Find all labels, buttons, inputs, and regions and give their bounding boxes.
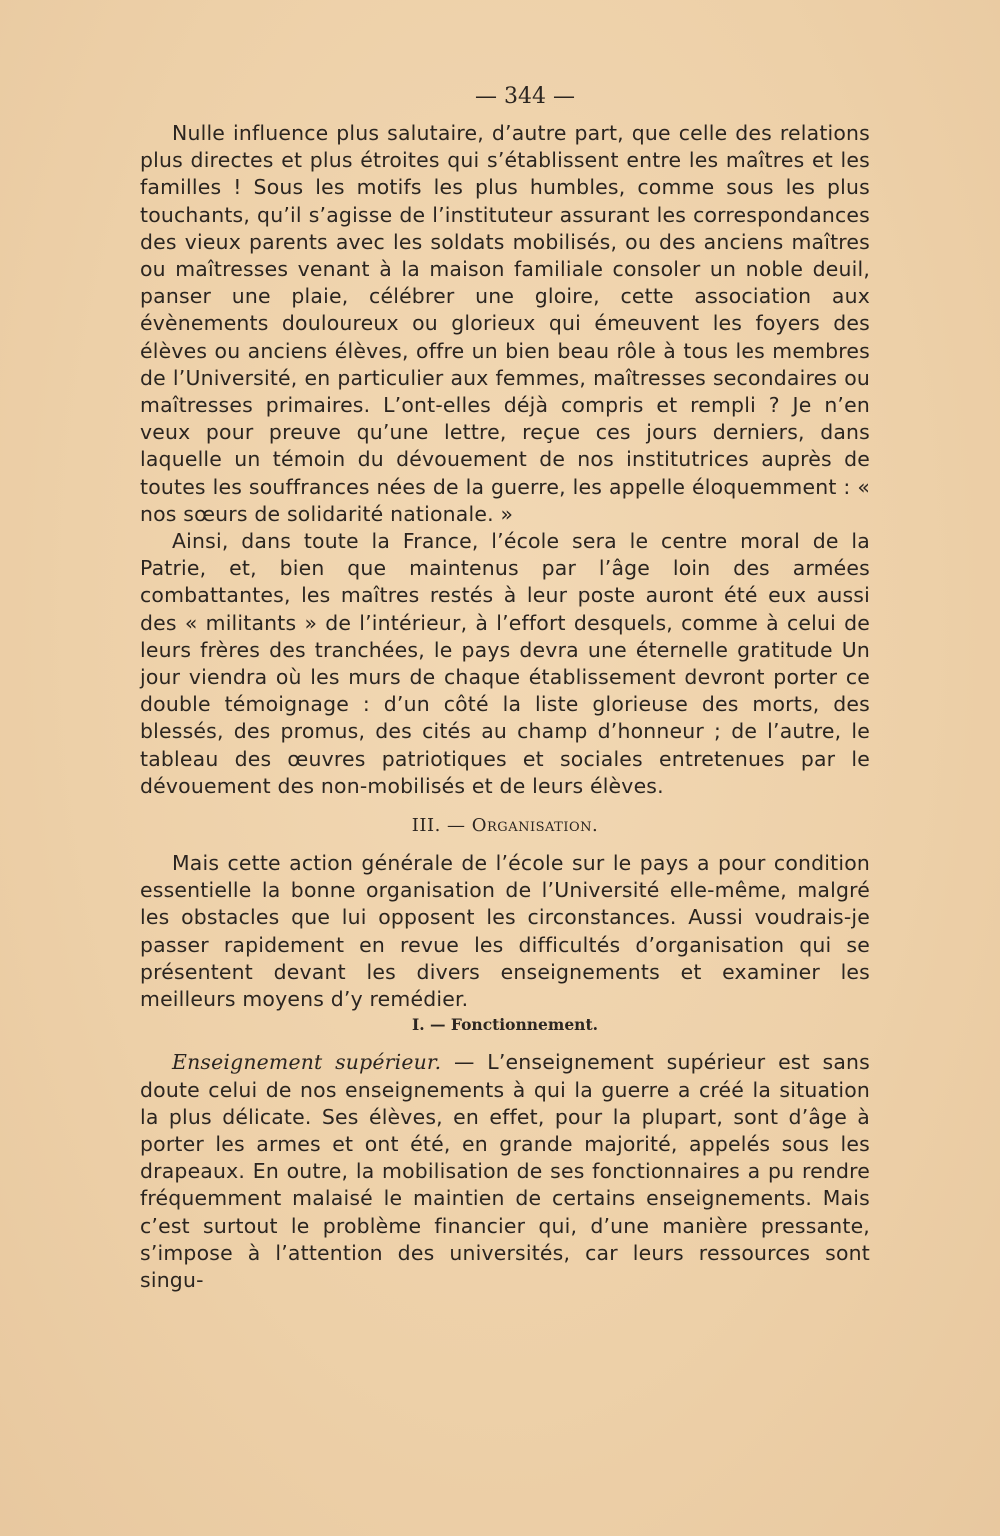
section-heading bbox=[140, 814, 870, 838]
section-number: III. — bbox=[411, 815, 466, 837]
paragraph-enseignement-superieur bbox=[140, 1049, 870, 1294]
subsection-heading: I. — Fonctionnement. bbox=[411, 1015, 598, 1035]
paragraph-body: — L’enseignement supérieur est sans doute celui de nos enseignements à qui la guerre a créé la situation la plus délicate. Ses élèves, en effet, pour la plupart, sont d’âge à porter les armes et ont été, en grande majorité, appelés sous les drapeaux. En outre, la mobilisation de ses fonctionnaires a pu rendre fréquemment malaisé le maintien de certains enseignements. Mais c’est surtout le problème financier qui, d’une manière pressante, s’impose à l’attention des universités, car leurs ressources sont singu- bbox=[140, 1050, 870, 1292]
page-number: — 344 — bbox=[475, 84, 575, 109]
paragraph-relations: Nulle influence plus salutaire, d’autre part, que celle des relations plus directes et plus étroites qui s’établissent entre les maîtres et les familles ! Sous les motifs les plus humbles, comme sous les plus touchants, qu’il s’agisse de l’instituteur assurant les correspondances des vieux parents avec les soldats mobilisés, ou des anciens maîtres ou maîtresses venant à la maison familiale consoler un noble deuil, panser une plaie, célébrer une gloire, cette association aux évènements douloureux ou glorieux qui émeuvent les foyers des élèves ou anciens élèves, offre un bien beau rôle à tous les membres de l’Université, en particulier aux femmes, maîtresses secondaires ou maîtresses primaires. L’ont-elles déjà compris et rempli ? Je n’en veux pour preuve qu’une lettre, reçue ces jours derniers, dans laquelle un témoin du dévouement de nos institutrices auprès de toutes les souffrances nées de la guerre, les appelle éloquemment : « nos sœurs de solidarité nationale. » bbox=[140, 121, 870, 526]
section-title: Organisation. bbox=[471, 815, 599, 837]
paragraph-lead-term: Enseignement supérieur. bbox=[172, 1050, 442, 1075]
paragraph-ecole-centre-moral: Ainsi, dans toute la France, l’école sera le centre moral de la Patrie, et, bien que maintenus par l’âge loin des armées combattantes, les maîtres restés à leur poste auront été eux aussi des « militants » de l’intérieur, à l’effort desquels, comme à celui de leurs frères des tranchées, le pays devra une éternelle gratitude Un jour viendra où les murs de chaque établissement devront porter ce double témoignage : d’un côté la liste glorieuse des morts, des blessés, des promus, des cités au champ d’honneur ; de l’autre, le tableau des œuvres patriotiques et sociales entretenues par le dévouement des non-mobilisés et de leurs élèves. bbox=[140, 529, 870, 798]
page-content bbox=[140, 74, 870, 1294]
paragraph-organisation: Mais cette action générale de l’école sur le pays a pour condition essentielle la bonne organisation de l’Université elle-même, malgré les obstacles que lui opposent les circonstances. Aussi voudrais-je passer rapidement en revue les difficultés d’organisation qui se présentent devant les divers enseignements et examiner les meilleurs moyens d’y remédier. bbox=[140, 851, 870, 1012]
